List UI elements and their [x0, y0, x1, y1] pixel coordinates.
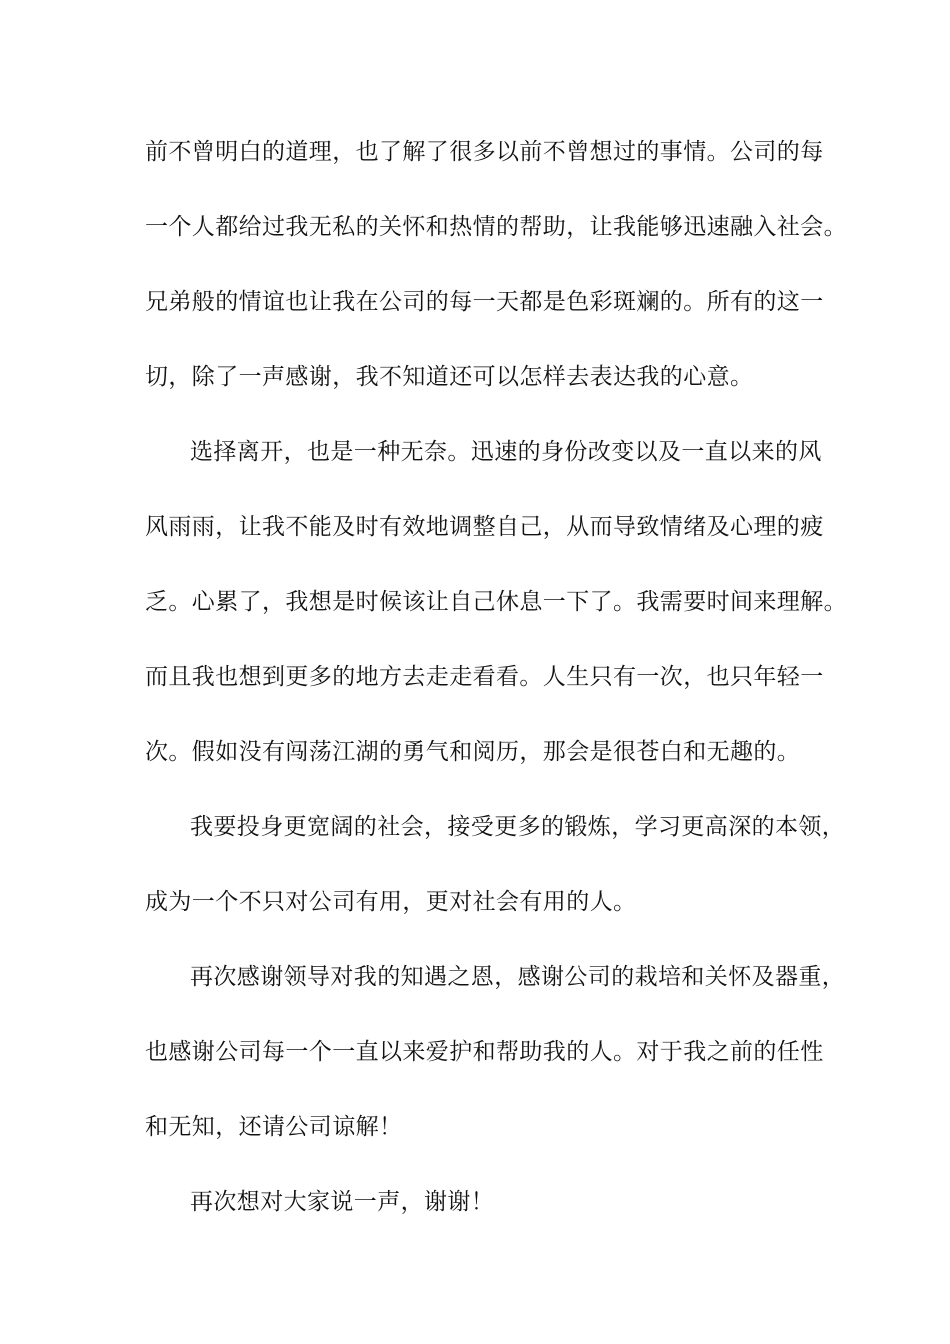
- paragraph-line: 风雨雨，让我不能及时有效地调整自己，从而导致情绪及心理的疲: [145, 514, 824, 540]
- paragraph-line: 前不曾明白的道理，也了解了很多以前不曾想过的事情。公司的每: [145, 139, 824, 165]
- paragraph-line: 成为一个不只对公司有用，更对社会有用的人。: [145, 889, 637, 915]
- paragraph-line: 也感谢公司每一个一直以来爱护和帮助我的人。对于我之前的任性: [145, 1039, 824, 1065]
- paragraph-line: 兄弟般的情谊也让我在公司的每一天都是色彩斑斓的。所有的这一: [145, 289, 824, 315]
- paragraph-line: 一个人都给过我无私的关怀和热情的帮助，让我能够迅速融入社会。: [145, 214, 847, 240]
- paragraph-line: 再次想对大家说一声，谢谢！: [190, 1189, 495, 1215]
- paragraph-line: 次。假如没有闯荡江湖的勇气和阅历，那会是很苍白和无趣的。: [145, 739, 801, 765]
- paragraph-line: 乏。心累了，我想是时候该让自己休息一下了。我需要时间来理解。: [145, 589, 847, 615]
- paragraph-line: 我要投身更宽阔的社会，接受更多的锻炼，学习更高深的本领，: [190, 814, 846, 840]
- paragraph-line: 而且我也想到更多的地方去走走看看。人生只有一次，也只年轻一: [145, 664, 824, 690]
- paragraph-line: 选择离开，也是一种无奈。迅速的身份改变以及一直以来的风: [190, 439, 822, 465]
- paragraph-line: 和无知，还请公司谅解！: [145, 1114, 403, 1140]
- paragraph-line: 再次感谢领导对我的知遇之恩，感谢公司的栽培和关怀及器重，: [190, 964, 846, 990]
- paragraph-line: 切，除了一声感谢，我不知道还可以怎样去表达我的心意。: [145, 364, 754, 390]
